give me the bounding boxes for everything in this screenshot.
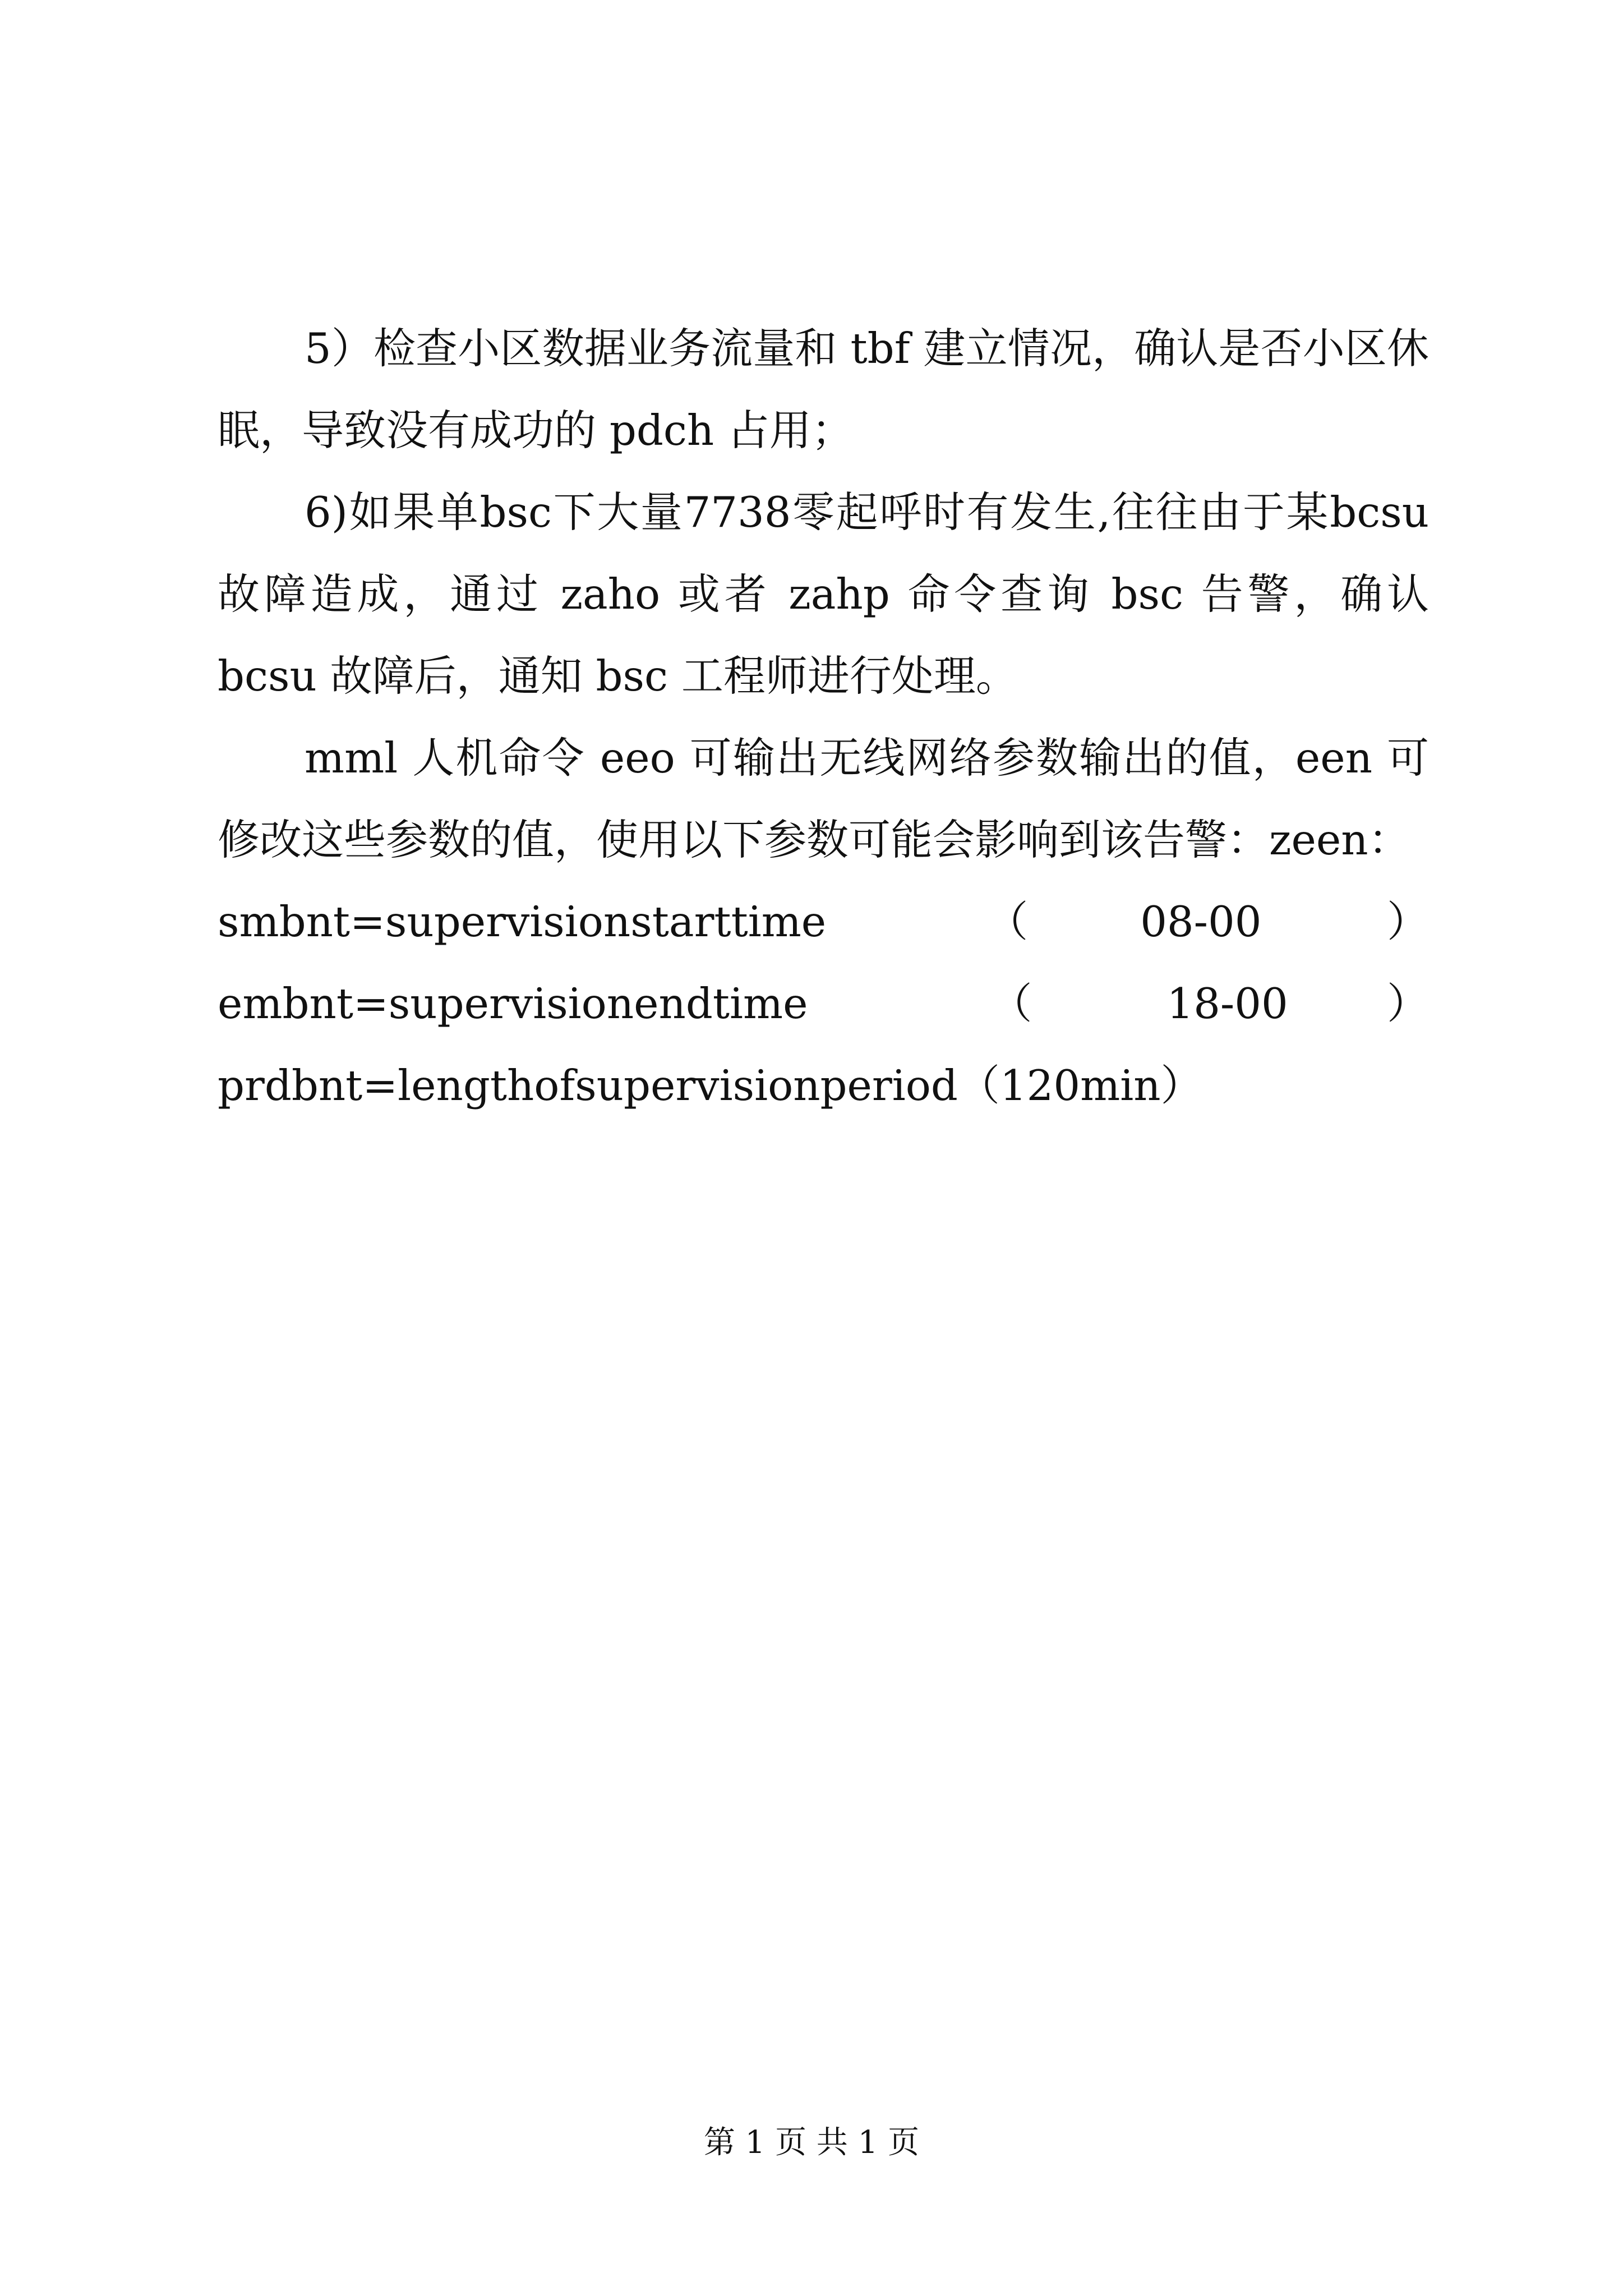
param-value: 18-00 [1166, 979, 1288, 1028]
param-value: 08-00 [1140, 897, 1262, 946]
document-body [218, 307, 1429, 1126]
param-open-paren: （ [990, 979, 1032, 1028]
paragraph-6: 6)如果单bsc下大量7738零起呼时有发生,往往由于某bcsu故障造成，通过 zaho 或者 zahp 命令查询 bsc 告警，确认 bcsu 故障后，通知 bsc 工程师进行处理。 [218, 487, 1429, 701]
page-footer: 第 1 页 共 1 页 [703, 2124, 920, 2161]
param-line-end [218, 963, 1429, 1045]
param-name: smbnt=supervisionstarttime [218, 897, 827, 946]
period-text: prdbnt=lengthofsupervisionperiod（120min） [218, 1061, 1203, 1110]
param-open-paren: （ [986, 897, 1029, 946]
param-line-start [218, 881, 1429, 963]
paragraph-5: 5）检查小区数据业务流量和 tbf 建立情况，确认是否小区休眠，导致没有成功的 pdch 占用； [218, 324, 1429, 455]
param-close-paren: ） [1386, 979, 1429, 1028]
param-line-period [218, 1045, 1429, 1126]
param-close-paren: ） [1386, 897, 1429, 946]
param-name: embnt=supervisionendtime [218, 979, 808, 1028]
paragraph-mml: mml 人机命令 eeo 可输出无线网络参数输出的值，een 可修改这些参数的值，使用以下参数可能会影响到该告警：zeen： [218, 733, 1429, 864]
